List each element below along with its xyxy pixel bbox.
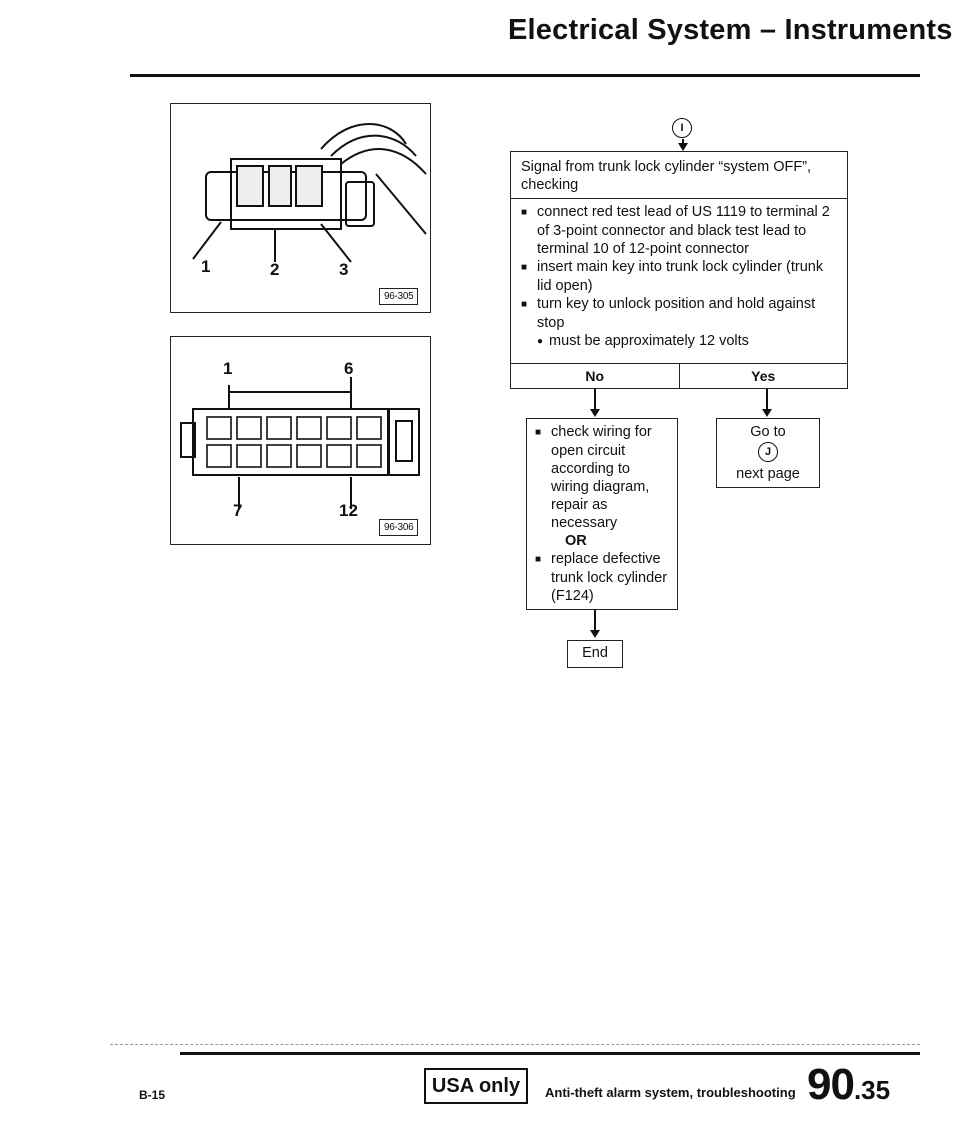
yes-branch-box	[716, 418, 820, 488]
decision-row	[511, 363, 847, 388]
figure-label-1: 1	[201, 257, 211, 276]
connector-12-point-drawing	[171, 337, 430, 544]
figure-label-6: 6	[344, 359, 354, 378]
page-number-major: 90	[807, 1060, 854, 1109]
usa-only-badge: USA only	[424, 1068, 528, 1104]
repair-item: ■ check wiring for open circuit according to wiring diagram, repair as necessary	[535, 423, 671, 532]
main-step-title: Signal from trunk lock cylinder “system OFF”, checking	[511, 152, 847, 199]
figure-reference: 96-305	[379, 288, 418, 305]
footer-dotted-rule	[110, 1044, 920, 1045]
arrow-line	[594, 610, 596, 632]
figure-label-1: 1	[223, 359, 233, 378]
arrow-head	[590, 409, 600, 417]
next-page-label: next page	[736, 466, 800, 482]
figure-12-point-connector	[170, 336, 431, 545]
main-step-body	[511, 199, 847, 354]
connector-3-point-drawing	[171, 104, 430, 312]
footer-description: Anti-theft alarm system, troubleshooting	[545, 1085, 796, 1100]
decision-no: No	[585, 368, 605, 384]
replace-item: ■ replace defective trunk lock cylinder (F124)	[535, 550, 671, 605]
arrow-head	[590, 630, 600, 638]
arrow-line	[594, 389, 596, 411]
figure-reference: 96-306	[379, 519, 418, 536]
goto-label: Go to	[750, 424, 786, 440]
end-box: End	[567, 640, 623, 668]
figure-label-7: 7	[233, 501, 243, 520]
arrow-head	[678, 143, 688, 151]
check-item: ● must be approximately 12 volts	[521, 332, 839, 351]
page-number-minor: .35	[853, 1075, 891, 1105]
footer-rule	[180, 1052, 920, 1055]
header-rule	[130, 74, 920, 77]
footer-code: B-15	[139, 1088, 166, 1102]
main-step-box	[510, 151, 848, 389]
figure-label-12: 12	[339, 501, 358, 520]
arrow-head	[762, 409, 772, 417]
step-item: ■ turn key to unlock position and hold against stop	[521, 295, 839, 332]
decision-yes: Yes	[679, 364, 848, 388]
figure-label-2: 2	[270, 260, 280, 279]
goto-marker: J	[758, 442, 778, 462]
step-item: ■ insert main key into trunk lock cylinder (trunk lid open)	[521, 258, 839, 295]
step-item: ■ connect red test lead of US 1119 to terminal 2 of 3-point connector and black test lead to terminal 10 of 12-point connector	[521, 203, 839, 258]
start-marker: I	[672, 118, 692, 138]
page-number	[807, 1060, 890, 1110]
arrow-line	[766, 389, 768, 411]
page-title: Electrical System – Instruments	[508, 14, 953, 46]
figure-label-3: 3	[339, 260, 349, 279]
figure-3-point-connector	[170, 103, 431, 313]
no-branch-box	[526, 418, 678, 610]
or-label: OR	[565, 533, 587, 549]
